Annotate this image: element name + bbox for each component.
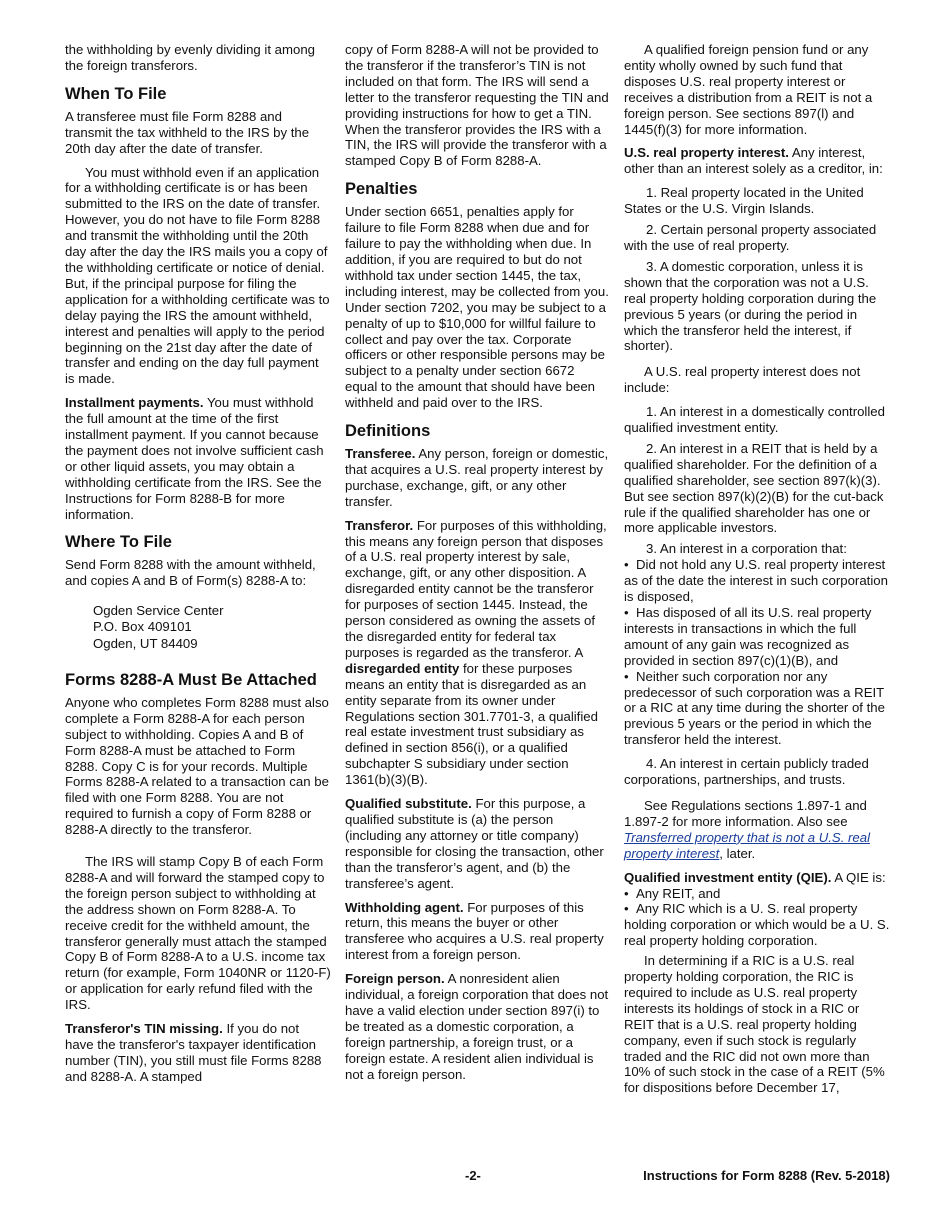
paragraph: The IRS will stamp Copy B of each Form 8288-A and will forward the stamped copy to the foreign person subject to withholding at the address shown on Form 8288-A. To receive credit for the withheld amount, the transferor generally must attach the stamped Copy B of Form 8288-A to a U.S. income tax return (for example, Form 1040NR or 1120-F) or application for early refund filed with the IRS.: [65, 854, 331, 1013]
numbered-item: 1. Real property located in the United States or the U.S. Virgin Islands.: [624, 185, 864, 217]
definition-qie: [624, 870, 890, 886]
definition-transferor: [345, 518, 609, 788]
bullet-text: Neither such corporation nor any predecessor of such corporation was a REIT or a RIC at any time during the shorter of the previous 5 years or the period in which the transferor held the interest.: [624, 668, 885, 748]
bold-term: disregarded entity: [345, 660, 460, 676]
address-line: Ogden Service Center: [93, 603, 224, 619]
paragraph-text: For purposes of this return, this means the buyer or other transferee who acquires a U.S. real property interest from a foreign person.: [345, 899, 604, 963]
bullet-icon: •: [624, 605, 629, 620]
heading-definitions: Definitions: [345, 422, 431, 441]
address-line: Ogden, UT 84409: [93, 635, 198, 651]
paragraph: Send Form 8288 with the amount withheld, and copies A and B of Form(s) 8288-A to:: [65, 557, 316, 589]
lead-term: U.S. real property interest.: [624, 145, 789, 161]
numbered-item: 2. Certain personal property associated with the use of real property.: [624, 222, 877, 253]
numbered-item: 1. An interest in a domestically controlled qualified investment entity.: [624, 404, 885, 436]
lead-term: Transferor's TIN missing.: [65, 1021, 223, 1037]
paragraph-text: You must withhold the full amount at the time of the first installment payment. If you cannot because the payment does not involve sufficient cash or other liquid assets, you may obtain a withholding certificate from the IRS. See the Instructions for Form 8288-B for more information.: [65, 395, 324, 522]
paragraph: In determining if a RIC is a U.S. real property holding corporation, the RIC is required to include as U.S. real property interests its holdings of stock in a RIC or REIT that is a U.S. real property holding company, even if such stock is regularly traded and the RIC did not own more than 10% of such stock in the case of a REIT (5% for dispositions before December 17,: [624, 953, 885, 1096]
definition-foreign-person: [345, 971, 609, 1082]
bullet-icon: •: [624, 901, 629, 917]
column-3: [624, 42, 890, 1104]
paragraph: copy of Form 8288-A will not be provided to the transferor if the transferor’s TIN is not included on that form. The IRS will send a letter to the transferor requesting the TIN and providing instructions for how to get a TIN. When the transferor provides the IRS with a TIN, the IRS will provide the transferor with a stamped Copy B of Form 8288-A.: [345, 42, 609, 169]
paragraph: the withholding by evenly dividing it among the foreign transferors.: [65, 42, 315, 73]
paragraph: A U.S. real property interest does not include:: [624, 364, 861, 396]
bullet-text: Any RIC which is a U. S. real property holding corporation or which would be a U. S. real property holding corporation.: [624, 901, 890, 949]
definition-withholding-agent: [345, 900, 609, 964]
definition-transferee: [345, 446, 609, 510]
lead-term: Foreign person.: [345, 971, 445, 987]
paragraph: You must withhold even if an application for a withholding certificate is or has been submitted to the IRS on the date of transfer. However, you do not have to file Form 8288 and transmit the withholding until the 20th day after the day the IRS mails you a copy of the withholding certificate or notice of denial. But, if the principal purpose for filing the application for a withholding certificate was to delay paying the IRS the amount withheld, interest and penalties will apply to the period beginning on the 21st day after the date of transfer and ending on the day full payment is made.: [65, 164, 330, 387]
numbered-item: 4. An interest in certain publicly traded corporations, partnerships, and trusts.: [624, 756, 869, 788]
paragraph-text: Any person, foreign or domestic, that acquires a U.S. real property interest by purchase, exchange, gift, or any other transfer.: [345, 446, 609, 509]
paragraph-see-also: [624, 798, 890, 862]
paragraph-text: for these purposes means an entity that is disregarded as an entity separate from its owner under Regulations section 301.7701-3, a qualified real estate investment trust subsidiary as defined in section 856(i), or a qualified subchapter S subsidiary under section 1361(b)(3)(B).: [345, 660, 598, 788]
bullet-item: [624, 605, 890, 669]
lead-term: Transferee.: [345, 446, 416, 462]
bullet-icon: •: [624, 885, 629, 901]
paragraph: Anyone who completes Form 8288 must also complete a Form 8288-A for each person subject to withholding. Copies A and B of Form 8288-A must be attached to Form 8288. Copy C is for your records. Multiple Forms 8288-A related to a transaction can be filed with one Form 8288. You are not required to furnish a copy of Form 8288 or 8288-A directly to the transferor.: [65, 694, 329, 838]
numbered-item: 3. An interest in a corporation that:: [646, 541, 847, 557]
heading-penalties: Penalties: [345, 180, 418, 199]
paragraph-text: If you do not have the transferor's taxpayer identification number (TIN), you still must file Forms 8288 and 8288-A. A stamped: [65, 1021, 322, 1084]
lead-term: Withholding agent.: [345, 899, 464, 915]
heading-when-to-file: When To File: [65, 84, 167, 103]
paragraph-text: For this purpose, a qualified substitute is (a) the person (including any attorney or title company) responsible for closing the transaction, other than the transferor’s agent, and (b) the transferee’s agent.: [345, 796, 604, 891]
lead-term: Transferor.: [345, 517, 414, 533]
bullet-item: [624, 557, 890, 605]
paragraph: A qualified foreign pension fund or any entity wholly owned by such fund that disposes U.S. real property interest or receives a distribution from a REIT is not a foreign person. See sections 897(l) and 1445(f)(3) for more information.: [624, 42, 873, 137]
paragraph-text: , later.: [719, 845, 756, 861]
footer-title: Instructions for Form 8288 (Rev. 5-2018): [643, 1168, 890, 1183]
bullet-icon: •: [624, 668, 629, 684]
definition-usrpi: [624, 145, 890, 177]
heading-forms-attached: Forms 8288-A Must Be Attached: [65, 670, 317, 689]
address-line: P.O. Box 409101: [93, 619, 192, 635]
paragraph-text: Any interest, other than an interest solely as a creditor, in:: [624, 145, 883, 177]
bullet-list: [624, 886, 890, 950]
bullet-text: Any REIT, and: [636, 885, 721, 901]
paragraph-text: For purposes of this withholding, this means any foreign person that disposes of a U.S. real property interest by sale, exchange, gift, or any other disposition. A disregarded entity cannot be the transferor for purposes of section 1445. Instead, the person considered as owning the assets of the disregarded entity for federal tax purposes is regarded as the transferor. A: [345, 517, 607, 660]
bullet-list: [624, 557, 890, 748]
mailing-address: [93, 603, 331, 652]
bullet-item: [624, 886, 890, 902]
numbered-item: 3. A domestic corporation, unless it is shown that the corporation was not a U.S. real property holding corporation during the previous 5 years (or during the period in which the transferor held the interest, if shorter).: [624, 258, 877, 354]
bullet-text: Did not hold any U.S. real property interest as of the date the interest in such corporation is disposed,: [624, 557, 888, 605]
definition-qualified-substitute: [345, 796, 609, 891]
numbered-item: 2. An interest in a REIT that is held by a qualified shareholder. For the definition of a qualified shareholder, see section 897(k)(3). But see section 897(k)(2)(B) for the cut-back rule if the qualified shareholder has one or more applicable investors.: [624, 440, 884, 536]
paragraph-installment: [65, 395, 331, 522]
cross-reference-link[interactable]: Transferred property that is not a U.S. real property interest: [624, 829, 871, 861]
page-number: -2-: [465, 1168, 481, 1183]
heading-where-to-file: Where To File: [65, 533, 172, 552]
lead-term: Qualified investment entity (QIE).: [624, 869, 832, 885]
lead-term: Installment payments.: [65, 395, 204, 411]
lead-term: Qualified substitute.: [345, 796, 472, 812]
bullet-item: [624, 901, 890, 949]
column-2: [345, 42, 609, 1090]
bullet-item: [624, 669, 890, 749]
paragraph-text: See Regulations sections 1.897-1 and 1.897-2 for more information. Also see: [624, 797, 867, 829]
paragraph-text: A nonresident alien individual, a foreign corporation that does not have a valid election under section 897(i) to be treated as a domestic corporation, a foreign partnership, a foreign trust, or a foreign estate. A resident alien individual is not a foreign person.: [345, 971, 609, 1082]
paragraph-tin: [65, 1021, 331, 1085]
bullet-icon: •: [624, 557, 629, 573]
column-1: [65, 42, 331, 1093]
paragraph: Under section 6651, penalties apply for failure to file Form 8288 when due and for failure to pay the withholding when due. In addition, if you are required to but do not withhold tax under section 1445, the tax, including interest, may be collected from you. Under section 7202, you may be subject to a penalty of up to $10,000 for willful failure to collect and pay over the tax. Corporate officers or other responsible persons may be subject to a penalty under section 6672 equal to the amount that should have been withheld and paid over to the IRS.: [345, 204, 609, 411]
paragraph: A transferee must file Form 8288 and transmit the tax withheld to the IRS by the 20th day after the date of transfer.: [65, 108, 310, 156]
bullet-text: Has disposed of all its U.S. real property interests in transactions in which the full amount of any gain was recognized as provided in section 897(c)(1)(B), and: [624, 605, 872, 668]
paragraph-text: A QIE is:: [834, 869, 886, 885]
